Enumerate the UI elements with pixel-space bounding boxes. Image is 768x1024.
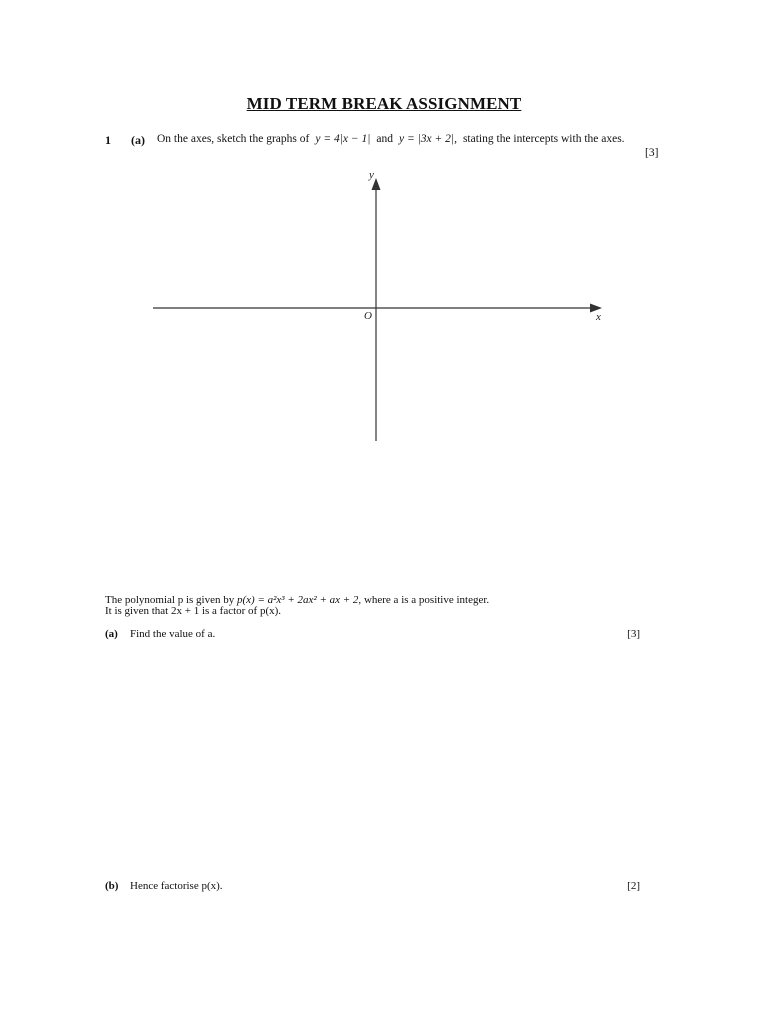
intro-text-b: where a is a positive integer. (363, 594, 490, 606)
intro-text-a: The polynomial p is given by (105, 594, 235, 606)
part-a-text: Find the value of a. (130, 628, 216, 640)
y-axis-label: y (369, 169, 374, 181)
connector-text: and (376, 133, 394, 145)
question-1a-text (157, 133, 663, 146)
equation-1: y = 4|x − 1| (315, 133, 371, 145)
coordinate-axes (150, 168, 610, 444)
question-2-intro (105, 595, 645, 617)
x-axis-label: x (596, 311, 601, 323)
question-text-after: stating the intercepts with the axes. (462, 133, 625, 145)
polynomial-expression: p(x) = a²x³ + 2ax² + ax + 2, (236, 594, 362, 606)
question-part-label: (a) (131, 133, 145, 147)
question-text-before: On the axes, sketch the graphs of (157, 133, 310, 145)
page-title: MID TERM BREAK ASSIGNMENT (246, 94, 522, 113)
part-a-marks: [3] (627, 628, 640, 640)
intro-line-2: It is given that 2x + 1 is a factor of p(x). (105, 605, 282, 617)
part-b-label: (b) (105, 880, 119, 892)
origin-label: O (364, 310, 372, 322)
equation-2: y = |3x + 2|, (399, 133, 457, 145)
question-number: 1 (105, 133, 111, 147)
part-a-label: (a) (105, 628, 118, 640)
part-b-marks: [2] (627, 880, 640, 892)
part-b-text: Hence factorise p(x). (130, 880, 223, 892)
question-2a-row (105, 628, 640, 640)
question-1a-marks: [3] (645, 147, 659, 159)
question-2b-row (105, 880, 640, 892)
